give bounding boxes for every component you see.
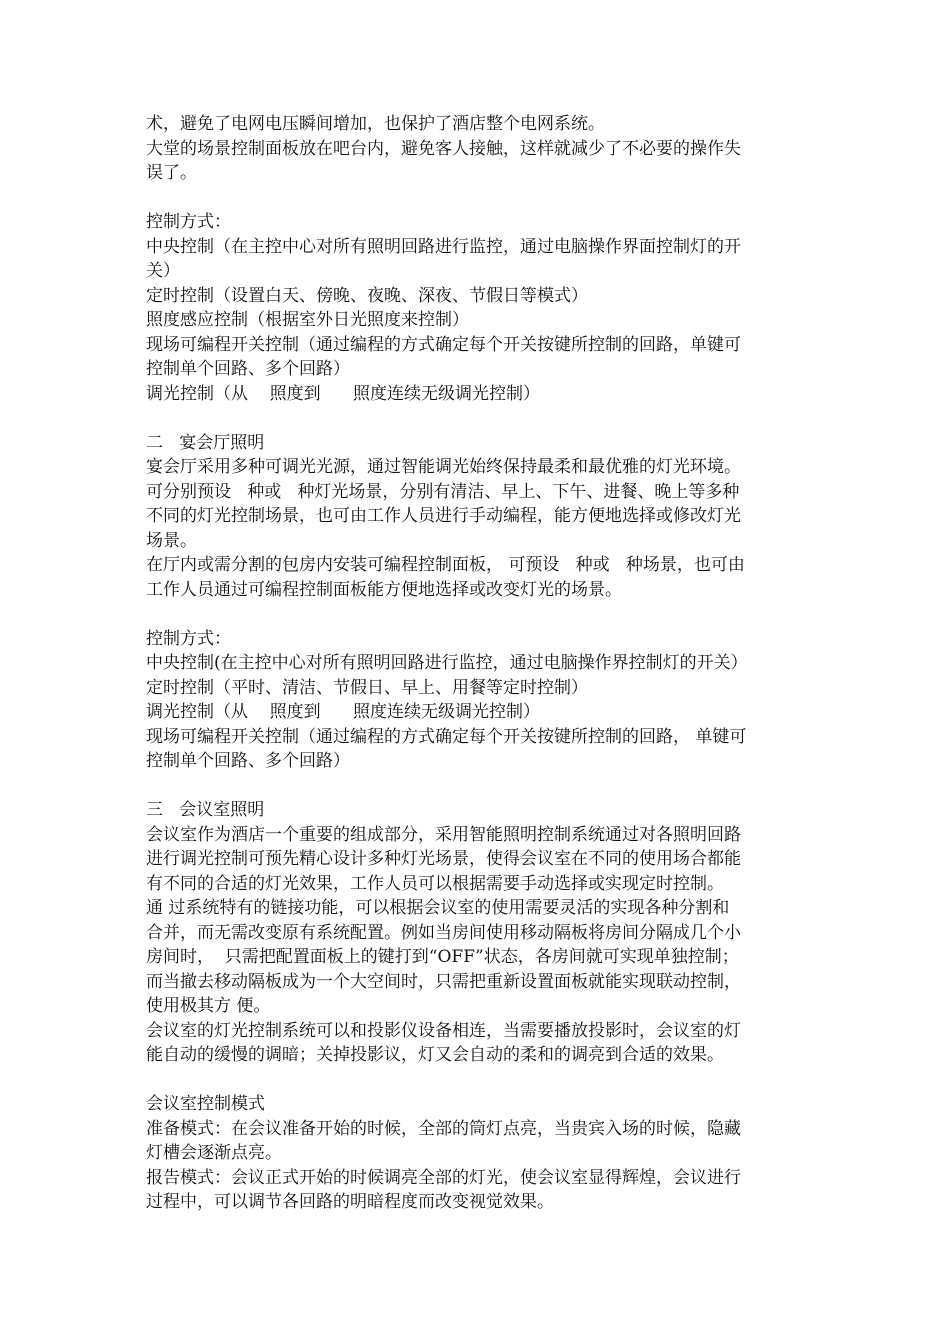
text-line: 中央控制(在主控中心对所有照明回路进行监控，通过电脑操作界控制灯的开关） bbox=[146, 653, 748, 673]
text-line: 关） bbox=[146, 261, 180, 281]
text-line: 而当撤去移动隔板成为一个大空间时，只需把重新设置面板就能实现联动控制， bbox=[146, 971, 741, 992]
text-line: 现场可编程开关控制（通过编程的方式确定每个开关按键所控制的回路，单键可 bbox=[146, 334, 741, 355]
text-line: 误了。 bbox=[146, 163, 197, 183]
text-line: 现场可编程开关控制（通过编程的方式确定每个开关按键所控制的回路， 单键可 bbox=[146, 726, 747, 747]
text-line: 会议室的灯光控制系统可以和投影仪设备相连，当需要播放投影时，会议室的灯 bbox=[146, 1020, 741, 1041]
text-line: 宴会厅采用多种可调光光源，通过智能调光始终保持最柔和最优雅的灯光环境。 bbox=[146, 457, 741, 477]
text-line: 中央控制（在主控中心对所有照明回路进行监控，通过电脑操作界面控制灯的开 bbox=[146, 236, 741, 257]
text-line: 定时控制（设置白天、傍晚、夜晚、深夜、节假日等模式） bbox=[146, 285, 588, 306]
text-line: 在厅内或需分割的包房内安装可编程控制面板， 可预设 种或 种场景，也可由 bbox=[146, 555, 745, 575]
text-line: 工作人员通过可编程控制面板能方便地选择或改变灯光的场景。 bbox=[146, 579, 622, 600]
text-line: 术，避免了电网电压瞬间增加，也保护了酒店整个电网系统。 bbox=[146, 114, 605, 134]
text-line: 调光控制（从 照度到 照度连续无级调光控制） bbox=[146, 702, 541, 722]
text-line: 能自动的缓慢的调暗；关掉投影议，灯又会自动的柔和的调亮到合适的效果。 bbox=[146, 1045, 724, 1065]
text-line: 会议室控制模式 bbox=[146, 1094, 265, 1114]
text-line: 准备模式：在会议准备开始的时候，全部的筒灯点亮，当贵宾入场的时候，隐藏 bbox=[146, 1118, 741, 1139]
text-line: 过程中，可以调节各回路的明暗程度而改变视觉效果。 bbox=[146, 1192, 554, 1212]
text-line: 控制单个回路、多个回路） bbox=[146, 359, 350, 379]
text-line: 定时控制（平时、清洁、节假日、早上、用餐等定时控制） bbox=[146, 677, 588, 698]
text-line: 不同的灯光控制场景，也可由工作人员进行手动编程，能方便地选择或修改灯光 bbox=[146, 506, 741, 526]
text-line: 报告模式：会议正式开始的时候调亮全部的灯光，使会议室显得辉煌，会议进行 bbox=[146, 1167, 741, 1188]
text-line: 合并，而无需改变原有系统配置。例如当房间使用移动隔板将房间分隔成几个小 bbox=[146, 922, 741, 943]
document-page bbox=[146, 112, 816, 1215]
blank-line bbox=[146, 406, 816, 431]
text-line: 控制方式： bbox=[146, 628, 231, 649]
text-line: 照度感应控制（根据室外日光照度来控制） bbox=[146, 310, 469, 330]
text-line: 会议室作为酒店一个重要的组成部分，采用智能照明控制系统通过对各照明回路 bbox=[146, 824, 741, 845]
text-line: 三 会议室照明 bbox=[146, 800, 265, 820]
text-line: 控制方式： bbox=[146, 212, 231, 232]
text-line: 可分别预设 种或 种灯光场景，分别有清洁、早上、下午、进餐、晚上等多种 bbox=[146, 481, 740, 502]
blank-line bbox=[146, 774, 816, 799]
text-line: 调光控制（从 照度到 照度连续无级调光控制） bbox=[146, 383, 541, 404]
text-line: 场景。 bbox=[146, 530, 197, 551]
text-line: 灯槽会逐渐点亮。 bbox=[146, 1143, 282, 1163]
text-line: 使用极其方 便。 bbox=[146, 996, 271, 1016]
text-line: 控制单个回路、多个回路） bbox=[146, 751, 350, 771]
blank-line bbox=[146, 186, 816, 211]
blank-line bbox=[146, 1068, 816, 1093]
text-line: 大堂的场景控制面板放在吧台内，避免客人接触，这样就减少了不必要的操作失 bbox=[146, 138, 741, 159]
text-line: 通 过系统特有的链接功能，可以根据会议室的使用需要灵活的实现各种分割和 bbox=[146, 898, 730, 918]
text-line: 有不同的合适的灯光效果，工作人员可以根据需要手动选择或实现定时控制。 bbox=[146, 873, 724, 894]
blank-line bbox=[146, 602, 816, 627]
text-line: 二 宴会厅照明 bbox=[146, 432, 265, 453]
text-line: 进行调光控制可预先精心设计多种灯光场景，使得会议室在不同的使用场合都能 bbox=[146, 849, 741, 869]
text-line: 房间时， 只需把配置面板上的键打到“OFF”状态，各房间就可实现单独控制； bbox=[146, 947, 739, 967]
